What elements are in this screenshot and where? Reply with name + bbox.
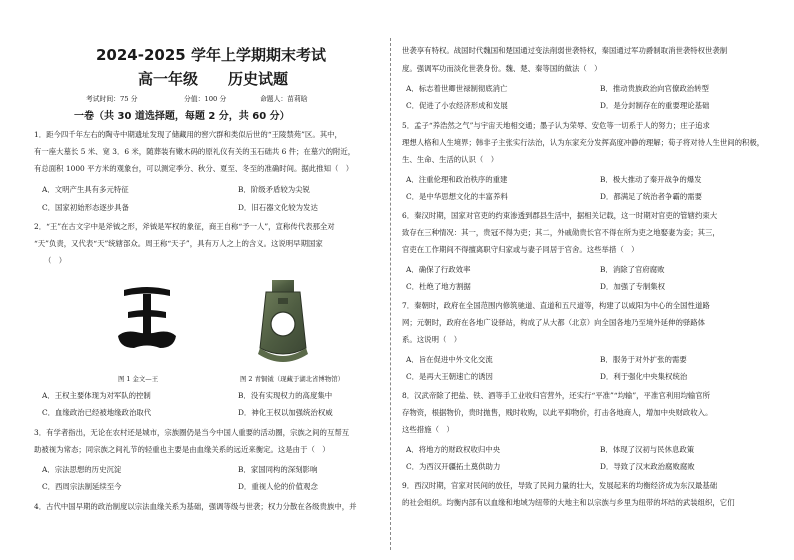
q1-option-c: C．国家初始形态逐步具备 [42,203,129,212]
question-7-line: 系。这说明（ ） [402,335,462,344]
q3-option-b: B．家国同构的深刻影响 [238,465,318,474]
q3-option-c: C．西周宗法制延续至今 [42,482,122,491]
q4-option-a: A．标志着世卿世禄制彻底消亡 [406,84,508,93]
question-8-line: 8．汉武帝除了把盐、铁、酒等手工业收归官营外，还实行“平准”“均输”，平准官利用均输官所 [402,391,711,400]
question-2-line: （ ） [44,256,67,265]
question-8-line: 存物资，根据物价，贵时抛售，贱时收购，以此平抑物价，打击各地商人，增加中央财政收入。 [402,408,713,417]
q7-option-c: C．是再大王朝速亡的诱因 [406,372,493,381]
q5-option-b: B．极大推动了秦开战争的爆发 [600,175,702,184]
q1-option-a: A．文明产生具有多元特征 [42,185,129,194]
q4-option-d: D．是分封制存在的重要理论基础 [600,101,710,110]
q1-option-d: D．旧石器文化较为发达 [238,203,318,212]
q2-option-b: B．没有实现权力的高度集中 [238,391,333,400]
question-7-line: 网；元朝时，政府在各地广设驿站，构成了从大都（北京）向全国各地乃至境外延伸的驿路体 [402,318,706,327]
question-9-line: 的社会组织。均衡内部有以血缘和地域为纽带的大地主和以宗族与乡里为纽带的坏结的武装组织，它们 [402,498,735,507]
q6-option-d: D．加强了专制集权 [600,282,666,291]
question-3-line: 助被视为常态；同宗族之间礼节的轻重也主要是由血缘关系的远近来衡定。这是由于（ ） [34,445,330,454]
q8-option-a: A．将地方的财政权收归中央 [406,445,501,454]
q4-option-b: B．推动贵族政治向官僚政治转型 [600,84,709,93]
question-6-line: 致存在三种情况：其一，贵冠不得为吏；其二，外戚勋贵长官不得在所为吏之地娶妻为妾；其三， [402,228,720,237]
question-1-line: 有总面积 1000 平方米的观象台，可以测定季分、秋分、夏至、冬至的准确时间。据此推知（ ） [34,164,354,173]
q2-option-d: D．神化王权以加强统治权威 [238,408,333,417]
exam-title: 2024-2025 学年上学期期末考试 [96,46,326,64]
q3-option-a: A．宗法思想的历史沉淀 [42,465,122,474]
figure-2-caption: 图 2 青铜钺（现藏于湖北省博物馆） [240,375,344,383]
wang-glyph-icon [114,282,180,354]
q5-option-a: A．注重伦理和政治秩序的重建 [406,175,508,184]
exam-subtitle: 高一年级 历史试题 [138,70,289,88]
q6-option-c: C．杜绝了地方割据 [406,282,471,291]
question-7-line: 7．秦朝时，政府在全国范围内修筑驰道、直道和五尺道等，构建了以咸阳为中心的全国性道路 [402,301,710,310]
exam-author: 命题人：苗莉晗 [260,95,308,103]
question-1-line: 1．距今四千年左右的陶寺中期遗址发现了储藏用的窖穴群和类似后世的“王陵禁苑”区。其中， [34,130,342,139]
bronze-axe-icon [248,278,318,368]
q5-option-c: C．是中华思想文化的丰富养料 [406,192,508,201]
question-4-line: 世袭享有特权。战国时代魏国和楚国通过变法削弱世袭特权，秦国通过军功爵制取消世袭特权世袭制 [402,46,728,55]
column-divider [390,38,391,550]
q6-option-a: A．确保了行政效率 [406,265,471,274]
q1-option-b: B．阶级矛盾较为尖锐 [238,185,310,194]
q2-option-a: A．王权主要体现为对军队的控制 [42,391,151,400]
q2-option-c: C．血缘政治已经被地缘政治取代 [42,408,152,417]
q8-option-d: D．导致了汉末政治腐败腐败 [600,462,695,471]
question-9-line: 9．西汉时期，官家对民间的放任，导致了民间力量的壮大，发展起来的均衡经济成为东汉最基础 [402,481,718,490]
q6-option-b: B．消除了官府腐败 [600,265,665,274]
question-5-line: 5．孟子“养浩然之气”与宇宙天地相交通；墨子认为荣辱、安危等一切系于人的努力；庄子追求 [402,121,710,130]
question-4-line: 度。强调军功而淡化世袭身份。魏、楚、秦等国的做法（ ） [402,64,602,73]
question-8-line: 这些措施（ ） [402,425,454,434]
q7-option-d: D．利于强化中央集权统治 [600,372,688,381]
question-2-line: 2．“王”在古文字中是斧钺之形，斧钺是军权的象征，商王自称“予一人”，宣称传代表那全对 [34,222,335,231]
q3-option-d: D．重视人伦的价值观念 [238,482,318,491]
bronze-yue-axe-figure [248,278,318,368]
question-1-line: 有一座大墓长 5 米、宽 3．6 米，随葬装有嫩木码的原礼仪有关的玉石础共 6 件；在墓穴的附近， [34,147,356,156]
q5-option-d: D．都满足了统治者争霸的需要 [600,192,703,201]
question-3-line: 3．有学者指出，无论在农村还是城市，宗族圈仍是当今中国人重要的活动圈，宗族之间的互帮互 [34,428,350,437]
bronze-inscription-wang-figure [114,282,180,354]
exam-score: 分值：100 分 [184,95,227,103]
q4-option-c: C．促进了小农经济形成和发展 [406,101,508,110]
question-2-line: “天”负责，又代表“天”统辖部众。周王称“天子”，具有万人之上的含义。这说明早期国家 [34,239,323,248]
question-6-line: 官吏在工作期间不得擅离职守归家或与妻子同居于官舍。这些举措（ ） [402,245,639,254]
figure-1-caption: 图 1 金文—王 [118,375,159,383]
q8-option-c: C．为西汉开疆拓土奠供助力 [406,462,501,471]
section-heading: 一卷（共 30 道选择题，每题 2 分，共 60 分） [74,111,290,122]
q7-option-a: A．旨在促进中外文化交流 [406,355,493,364]
question-4-line: 4．古代中国早期的政治制度以宗法血缘关系为基础，强调等级与世袭；权力分散在各级贵族中，并 [34,502,357,511]
question-5-line: 理想人格和人生境界；韩非子主张实行法治，认为东家充分发挥高度冲静的理解；荀子将对待人生世间的积极， [402,138,765,147]
question-6-line: 6．秦汉时期，国家对官吏的约束渗透到郡县生活中，据相关记载，这一时期对官吏的管辖约束大 [402,211,718,220]
exam-time: 考试时间：75 分 [86,95,138,103]
q8-option-b: B．体现了汉初与民休息政策 [600,445,695,454]
q7-option-b: B．服务于对外扩张的需要 [600,355,687,364]
question-5-line: 生、生命、生活的认识（ ） [402,155,499,164]
